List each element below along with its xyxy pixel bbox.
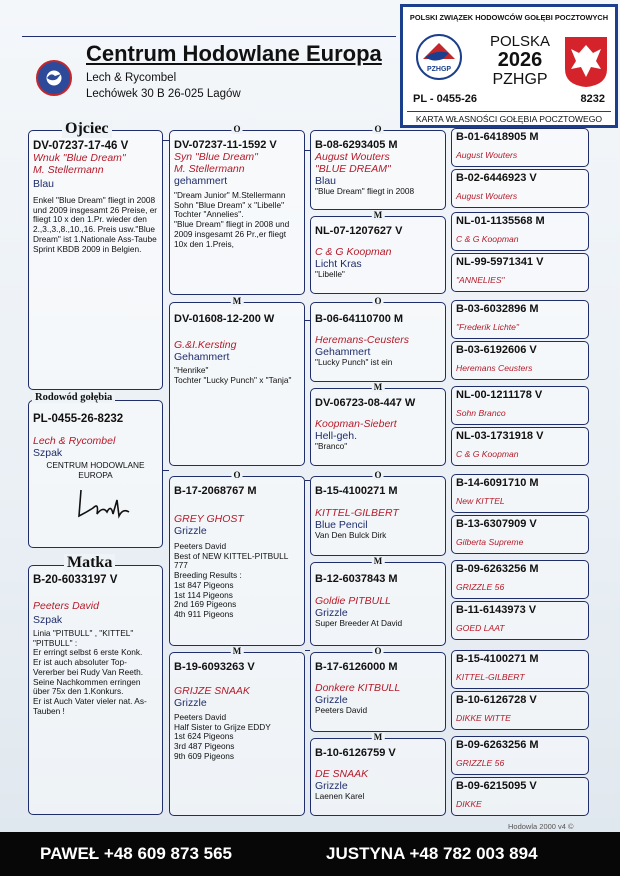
phone-justyna: JUSTYNA +48 782 003 894 — [326, 844, 538, 863]
ggp-color: Blau — [315, 175, 337, 187]
ancestor-name: KITTEL-GILBERT — [456, 672, 525, 682]
grandparent-notes: "Henrike" Tochter "Lucky Punch" x "Tanja" — [174, 365, 292, 385]
ancestor-box — [451, 777, 589, 816]
great-grandparent-box — [310, 470, 446, 556]
ancestor-ring: NL-99-5971341 V — [456, 256, 544, 268]
father-ring: DV-07237-17-46 V — [33, 140, 129, 152]
grandparent-box — [169, 296, 305, 466]
mother-label: Matka — [64, 554, 115, 572]
ggp-ring: B-15-4100271 M — [315, 485, 398, 497]
ggp-name: C & G Koopman — [315, 246, 392, 258]
grandparent-name: GREY GHOST — [174, 513, 244, 525]
grandparent-name: G.&I.Kersting — [174, 339, 237, 351]
subject-loft: CENTRUM HODOWLANE EUROPA — [46, 460, 145, 480]
page-title: Centrum Hodowlane Europa — [86, 41, 382, 66]
ggp-color: Licht Kras — [315, 258, 362, 270]
grandparent-color: gehammert — [174, 175, 228, 187]
sex-marker: M — [373, 556, 383, 566]
ancestor-ring: NL-03-1731918 V — [456, 430, 544, 442]
pzhgp-logo-text: PZHGP — [426, 66, 452, 73]
pedigree-label: Rodowód gołębia — [32, 392, 115, 403]
ancestor-ring: B-02-6446923 V — [456, 172, 537, 184]
ggp-color: Hell-geh. — [315, 430, 358, 442]
ancestor-name: August Wouters — [456, 150, 518, 160]
club-logo — [36, 60, 72, 96]
mother-ring: B-20-6033197 V — [33, 574, 118, 586]
sex-marker: M — [373, 210, 383, 220]
ancestor-box — [451, 515, 589, 554]
ancestor-name: C & G Koopman — [456, 449, 519, 459]
ancestor-box — [451, 474, 589, 513]
ancestor-name: August Wouters — [456, 191, 518, 201]
grandparent-ring: B-19-6093263 V — [174, 661, 255, 673]
sex-marker: O — [374, 470, 382, 480]
ggp-name: Goldie PITBULL — [315, 595, 391, 607]
ggp-ring: B-06-64110700 M — [315, 313, 404, 325]
grandparent-ring: DV-07237-11-1592 V — [174, 139, 277, 151]
sex-marker: O — [374, 296, 382, 306]
ggp-name: Heremans-Ceusters — [315, 334, 409, 346]
ancestor-name: Gilberta Supreme — [456, 537, 524, 547]
ggp-name: Donkere KITBULL — [315, 682, 401, 694]
ancestor-name: C & G Koopman — [456, 234, 519, 244]
pigeon-icon — [47, 72, 61, 82]
grandparent-color: Grizzle — [174, 697, 207, 709]
father-label: Ojciec — [62, 120, 112, 138]
card-org-name: POLSKI ZWIĄZEK HODOWCÓW GOŁĘBI POCZTOWYCH — [409, 13, 609, 22]
ancestor-name: GRIZZLE 56 — [456, 758, 505, 768]
ggp-ring: NL-07-1207627 V — [315, 225, 403, 237]
ownership-card — [400, 4, 618, 128]
father-breeder: M. Stellermann — [33, 164, 104, 176]
ggp-notes: Laenen Karel — [315, 791, 365, 801]
ancestor-box — [451, 169, 589, 208]
ancestor-ring: B-03-6032896 M — [456, 303, 539, 315]
grandparent-notes: Peeters David Best of NEW KITTEL-PITBULL 777 Breeding Results : 1st 847 Pigeons 1st 114 Pigeons 2nd 169 Pigeons 4th 911 Pigeons — [174, 541, 289, 619]
great-grandparent-box — [310, 210, 446, 294]
ggp-name: DE SNAAK — [315, 768, 369, 780]
ggp-color: Blue Pencil — [315, 519, 368, 531]
signature-icon — [73, 486, 133, 522]
ancestor-name: New KITTEL — [456, 496, 505, 506]
ancestor-ring: B-13-6307909 V — [456, 518, 537, 530]
ggp-notes: Super Breeder At David — [315, 618, 403, 628]
ggp-ring: B-17-6126000 M — [315, 661, 398, 673]
ggp-notes: Van Den Bulck Dirk — [315, 530, 387, 540]
grandparent-color: Grizzle — [174, 525, 207, 537]
ggp-name: KITTEL-GILBERT — [315, 507, 399, 519]
ancestor-name: DIKKE WITTE — [456, 713, 511, 723]
ggp-name: August Wouters — [315, 151, 390, 163]
great-grandparent-box — [310, 556, 446, 646]
ancestor-box — [451, 427, 589, 466]
ancestor-ring: NL-01-1135568 M — [456, 215, 545, 227]
ancestor-box — [451, 650, 589, 689]
great-grandparent-box — [310, 124, 446, 210]
ancestor-name: "Frederik Lichte" — [456, 322, 519, 332]
ggp-notes: "Blue Dream" fliegt in 2008 — [315, 186, 415, 196]
sex-marker: O — [374, 646, 382, 656]
card-country: POLSKA — [489, 33, 551, 50]
grandparent-color: Gehammert — [174, 351, 230, 363]
ggp-color: Grizzle — [315, 607, 348, 619]
header-rule — [22, 36, 396, 37]
sex-marker: M — [373, 732, 383, 742]
subject-ring: PL-0455-26-8232 — [33, 413, 124, 425]
ancestor-name: Sohn Branco — [456, 408, 506, 418]
ancestor-box — [451, 691, 589, 730]
grandparent-ring: DV-01608-12-200 W — [174, 313, 275, 325]
connector — [305, 650, 310, 651]
ancestor-ring: B-09-6263256 M — [456, 563, 539, 575]
ancestor-name: DIKKE — [456, 799, 482, 809]
sex-marker: M — [232, 646, 242, 656]
ggp-notes: "Lucky Punch" ist ein — [315, 357, 393, 367]
ggp-notes: Peeters David — [315, 705, 368, 715]
grandparent-box — [169, 124, 305, 295]
ancestor-box — [451, 386, 589, 425]
mother-box — [28, 565, 163, 815]
grandparent-breeder: M. Stellermann — [174, 163, 245, 175]
father-box — [28, 130, 163, 390]
ancestor-box — [451, 300, 589, 339]
owner-name: Lech & Rycombel — [86, 72, 177, 84]
ancestor-name: GRIZZLE 56 — [456, 582, 505, 592]
owner-address: Lechówek 30 B 26-025 Lagów — [86, 88, 241, 100]
sex-marker: M — [232, 296, 242, 306]
ancestor-box — [451, 601, 589, 640]
ggp-name-extra: "BLUE DREAM" — [315, 163, 391, 175]
grandparent-box — [169, 470, 305, 646]
ancestor-box — [451, 341, 589, 380]
software-version: Hodowla 2000 v4 © — [508, 822, 574, 831]
ggp-ring: B-08-6293405 M — [315, 139, 398, 151]
ggp-notes: "Branco" — [315, 441, 348, 451]
ancestor-ring: B-09-6215095 V — [456, 780, 537, 792]
ancestor-name: GOED LAAT — [456, 623, 505, 633]
ancestor-ring: B-01-6418905 M — [456, 131, 539, 143]
grandparent-notes: "Dream Junior" M.Stellermann Sohn "Blue Dream" x "Libelle" Tochter "Annelies". "Blue Dream" fliegt in 2008 und 2009 insgesamt 26 Pr.,er fliegt 10x den 1.Preis, — [174, 190, 290, 249]
polish-eagle-icon — [563, 35, 609, 89]
ancestor-box — [451, 212, 589, 251]
ggp-ring: B-12-6037843 M — [315, 573, 398, 585]
ancestor-box — [451, 253, 589, 292]
great-grandparent-box — [310, 732, 446, 816]
ancestor-ring: B-14-6091710 M — [456, 477, 539, 489]
ancestor-ring: B-11-6143973 V — [456, 604, 537, 616]
grandparent-notes: Peeters David Half Sister to Grijze EDDY 1st 624 Pigeons 3rd 487 Pigeons 9th 609 Pigeons — [174, 712, 271, 761]
ggp-ring: B-10-6126759 V — [315, 747, 396, 759]
ancestor-box — [451, 560, 589, 599]
ggp-ring: DV-06723-08-447 W — [315, 397, 416, 409]
ancestor-name: Heremans Ceusters — [456, 363, 533, 373]
father-color: Blau — [33, 178, 55, 190]
ggp-color: Grizzle — [315, 780, 348, 792]
great-grandparent-box — [310, 646, 446, 732]
ancestor-box — [451, 128, 589, 167]
card-caption: KARTA WŁASNOŚCI GOŁĘBIA POCZTOWEGO — [407, 111, 611, 124]
ancestor-ring: B-15-4100271 M — [456, 653, 539, 665]
ancestor-ring: NL-00-1211178 V — [456, 389, 543, 401]
grandparent-name: Syn "Blue Dream" — [174, 151, 258, 163]
grandparent-ring: B-17-2068767 M — [174, 485, 257, 497]
phone-pawel: PAWEŁ +48 609 873 565 — [40, 844, 233, 863]
great-grandparent-box — [310, 296, 446, 382]
subject-sex: Szpak — [33, 447, 63, 459]
mother-breeder: Peeters David — [33, 600, 99, 612]
pzhgp-logo-icon — [415, 33, 463, 81]
grandparent-name: GRIJZE SNAAK — [174, 685, 250, 697]
ancestor-ring: B-09-6263256 M — [456, 739, 539, 751]
ancestor-ring: B-10-6126728 V — [456, 694, 537, 706]
subject-box — [28, 400, 163, 548]
great-grandparent-box — [310, 382, 446, 466]
mother-notes: Linia "PITBULL" , "KITTEL" "PITBULL" : Er erringt selbst 6 erste Konk. Er ist auch absoluter Top-Vererber bei Rudy Van Reeth. Seine Nachkommen erringen über 75x den 1.Konkurs. Er ist Auch Vater vieler nat. As-Tauben ! — [33, 628, 147, 716]
card-year: 2026 — [497, 49, 543, 71]
ancestor-ring: B-03-6192606 V — [456, 344, 537, 356]
ggp-color: Grizzle — [315, 694, 348, 706]
connector — [163, 470, 169, 471]
sex-marker: O — [374, 124, 382, 134]
ancestor-box — [451, 736, 589, 775]
father-name: Wnuk "Blue Dream" — [33, 152, 126, 164]
subject-breeder: Lech & Rycombel — [33, 435, 116, 447]
father-notes: Enkel "Blue Dream" fliegt in 2008 und 2009 insgesamt 26 Preise, er fliegt 10 x den 1.Pr. wieder den 2.,3.,3.,8.,10.,16. Preis usw."Blue Dream" ist 1.Nationale Ass-Taube Sprint KBDB 2009 in Belgien. — [33, 195, 158, 254]
ggp-name: Koopman-Siebert — [315, 418, 397, 430]
ggp-notes: "Libelle" — [315, 269, 345, 279]
ggp-color: Gehammert — [315, 346, 371, 358]
sex-marker: O — [233, 124, 241, 134]
card-org: PZHGP — [492, 71, 548, 88]
sex-marker: O — [233, 470, 241, 480]
sex-marker: M — [373, 382, 383, 392]
grandparent-box — [169, 646, 305, 816]
card-ring-number: PL - 0455-26 — [413, 93, 478, 105]
ancestor-name: "ANNELIES" — [456, 275, 505, 285]
contact-footer — [0, 832, 620, 876]
card-serial: 8232 — [580, 93, 605, 105]
mother-sex: Szpak — [33, 614, 63, 626]
